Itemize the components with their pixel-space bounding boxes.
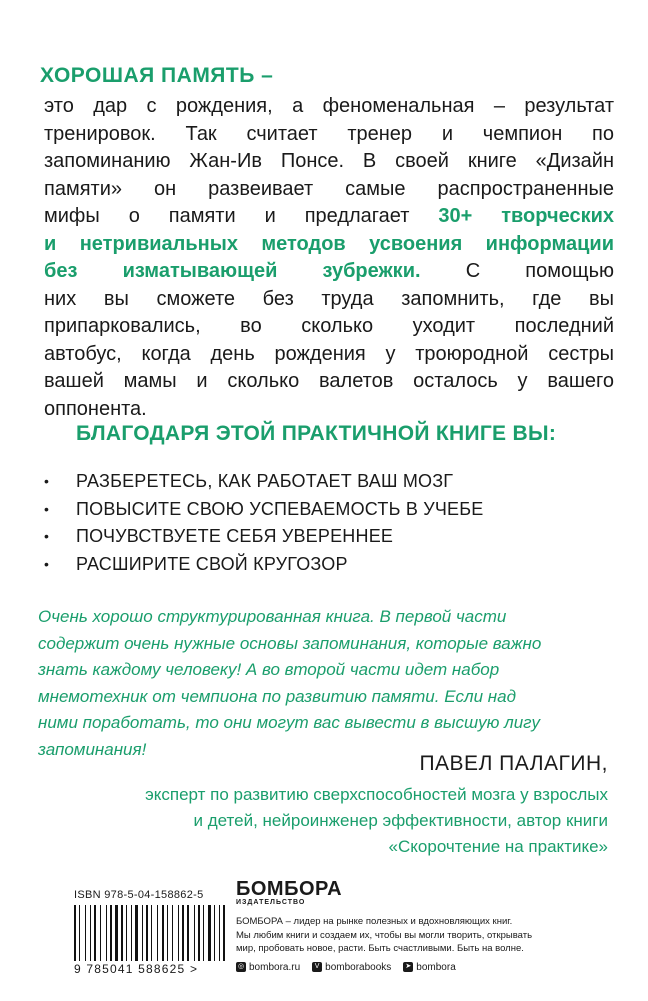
author-desc-line: эксперт по развитию сверхспособностей мозга у взрослых	[145, 785, 608, 804]
barcode-bar	[149, 905, 150, 961]
barcode-bar	[216, 905, 218, 961]
barcode-bar	[87, 905, 89, 961]
social-link-web[interactable]	[236, 962, 300, 973]
intro-line: автобус, когда день рождения у троюродной сестры	[44, 342, 614, 365]
barcode-bar	[144, 905, 145, 961]
barcode-bar	[133, 905, 134, 961]
list-item-text: РАСШИРИТЕ СВОЙ КРУГОЗОР	[76, 553, 348, 574]
barcode-bar	[94, 905, 96, 961]
barcode-bar	[90, 905, 91, 961]
barcode-bar	[106, 905, 107, 961]
barcode-bar	[108, 905, 109, 961]
barcode-bar	[180, 905, 181, 961]
barcode-bar	[162, 905, 164, 961]
bullet-icon: •	[44, 528, 50, 544]
isbn-text: ISBN 978-5-04-158862-5	[74, 889, 204, 901]
web-icon: ◎	[237, 963, 245, 970]
review-author: ПАВЕЛ ПАЛАГИН,	[419, 752, 608, 775]
list-item-text: ПОЧУВСТВУЕТЕ СЕБЯ УВЕРЕННЕЕ	[76, 526, 394, 546]
list-item	[40, 551, 483, 579]
barcode-bar	[139, 905, 141, 961]
barcode-bar	[185, 905, 186, 961]
barcode-bar	[135, 905, 138, 961]
barcode-bar	[142, 905, 143, 961]
barcode-bar	[174, 905, 177, 961]
barcode-bar	[77, 905, 78, 961]
intro-line	[44, 258, 614, 286]
author-desc-line: «Скорочтение на практике»	[388, 837, 608, 856]
barcode-bar	[214, 905, 215, 961]
social-link-vk[interactable]	[312, 962, 391, 973]
social-label: bomborabooks	[325, 961, 392, 973]
intro-line: памяти» он развеивает самые распространенные	[44, 177, 614, 200]
barcode-bar	[182, 905, 184, 961]
social-label: bombora.ru	[249, 961, 301, 973]
intro-line: тренировок. Так считает тренер и чемпион по	[44, 122, 614, 145]
social-links	[236, 962, 616, 973]
barcode-bar	[212, 905, 213, 961]
highlight-text: без изматывающей зубрежки.	[44, 260, 421, 282]
barcode-bar	[198, 905, 200, 961]
highlight-text: и нетривиальных методов усвоения информации	[44, 232, 614, 255]
bullet-icon: •	[44, 555, 50, 572]
barcode-bar	[126, 905, 127, 961]
intro-line: них вы сможете без труда запомнить, где вы	[44, 287, 614, 310]
barcode-bar	[119, 905, 120, 961]
barcode-bar	[110, 905, 112, 961]
barcode-bar	[196, 905, 197, 961]
barcode-bar	[124, 905, 125, 961]
barcode-bar	[79, 905, 80, 961]
list-item	[40, 468, 483, 496]
barcode-bar	[169, 905, 171, 961]
publisher-subtitle: ИЗДАТЕЛЬСТВО	[236, 899, 306, 906]
review-quote: Очень хорошо структурированная книга. В первой части содержит очень нужные основы запоминания, которые важно знать каждому человеку! А во второй части идет набор мнемотехник от чемпиона по развитию памяти. Если над ними поработать, то они могут вас вывести в высшую лигу запоминания!	[38, 607, 542, 759]
barcode-bar	[201, 905, 202, 961]
highlight-text: 30+ творческих	[438, 205, 614, 227]
barcode-bar	[92, 905, 93, 961]
publisher-block	[236, 878, 616, 973]
barcode-bar	[85, 905, 86, 961]
barcode-bar	[190, 905, 193, 961]
social-label: bombora	[416, 961, 456, 973]
intro-line: вашей мамы и сколько валетов осталось у вашего	[44, 370, 614, 392]
barcode-bar	[81, 905, 84, 961]
list-item-text: ПОВЫСИТЕ СВОЮ УСПЕВАЕМОСТЬ В УЧЕБЕ	[76, 498, 484, 519]
intro-line: припарковались, во сколько уходит последний	[44, 315, 614, 337]
lead-title: ХОРОШАЯ ПАМЯТЬ –	[40, 64, 274, 87]
intro-text: С помощью	[420, 260, 614, 282]
social-link-telegram[interactable]	[403, 962, 455, 973]
barcode-bar	[203, 905, 204, 961]
barcode-bar	[102, 905, 105, 961]
barcode-bar	[97, 905, 99, 961]
barcode-bar	[157, 905, 158, 961]
barcode-bar	[121, 905, 123, 961]
barcode-bar	[159, 905, 161, 961]
telegram-icon: ➤	[403, 962, 413, 972]
author-description	[48, 782, 608, 860]
intro-line	[44, 203, 614, 231]
barcode-bar	[165, 905, 166, 961]
barcode-bar	[194, 905, 195, 961]
barcode-bar	[100, 905, 101, 961]
barcode-bar	[113, 905, 114, 961]
intro-line: оппонента.	[44, 397, 147, 420]
publisher-logo: БОМБОРА	[236, 878, 343, 900]
list-item	[40, 523, 483, 551]
barcode-bar	[187, 905, 189, 961]
list-item-text: РАЗБЕРЕТЕСЬ, КАК РАБОТАЕТ ВАШ МОЗГ	[76, 471, 454, 491]
list-item	[40, 496, 483, 524]
barcode-bar	[128, 905, 130, 961]
barcode-bar	[153, 905, 156, 961]
benefits-list	[40, 468, 483, 578]
barcode-bar	[223, 905, 225, 961]
barcode-bar	[131, 905, 132, 961]
barcode-bar	[221, 905, 222, 961]
barcode-bar	[208, 905, 211, 961]
intro-line: это дар с рождения, а феноменальная – результат	[44, 95, 614, 117]
barcode-bar	[151, 905, 152, 961]
barcode-bar	[74, 905, 76, 961]
bullet-icon: •	[44, 500, 50, 517]
barcode-bar	[146, 905, 148, 961]
benefits-title: БЛАГОДАРЯ ЭТОЙ ПРАКТИЧНОЙ КНИГЕ ВЫ:	[76, 422, 557, 445]
intro-line: запоминанию Жан-Ив Понсе. В своей книге «Дизайн	[44, 150, 614, 172]
barcode-digits: 9 785041 588625 >	[74, 962, 199, 976]
vk-icon: V	[312, 962, 322, 972]
intro-text: мифы о памяти и предлагает	[44, 205, 439, 227]
barcode-bar	[172, 905, 173, 961]
intro-line	[44, 231, 614, 259]
barcode-bar	[178, 905, 179, 961]
intro-paragraph	[44, 93, 614, 423]
bullet-icon: •	[44, 473, 50, 489]
barcode-bar	[167, 905, 168, 961]
publisher-description: БОМБОРА – лидер на рынке полезных и вдохновляющих книг. Мы любим книги и создаем их, чтобы вы могли творить, открывать мир, пробовать новое, расти. Быть счастливыми. Быть на волне.	[236, 916, 533, 954]
barcode-bar	[205, 905, 207, 961]
barcode-bar	[219, 905, 220, 961]
author-desc-line: и детей, нейроинженер эффективности, автор книги	[193, 811, 608, 830]
barcode-bar	[115, 905, 118, 961]
